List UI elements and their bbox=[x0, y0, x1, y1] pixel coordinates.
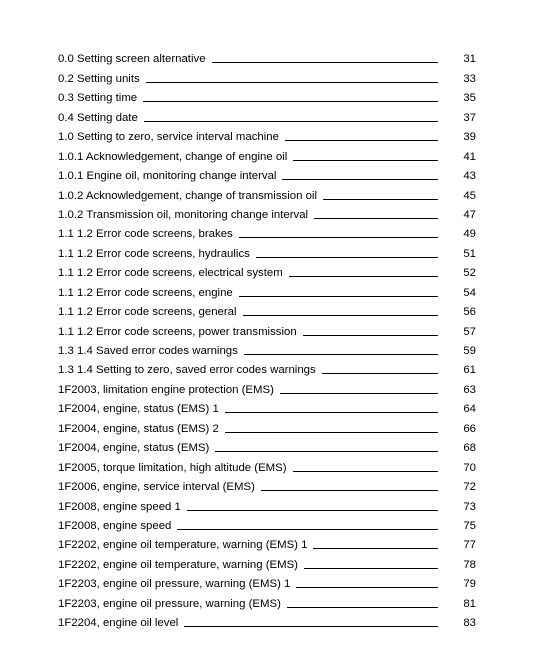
toc-entry[interactable] bbox=[58, 280, 476, 299]
toc-entry-page-number: 73 bbox=[463, 500, 476, 513]
toc-entry-title: 1.1 1.2 Error code screens, general bbox=[58, 306, 237, 319]
toc-leader-line bbox=[293, 471, 438, 472]
toc-leader-line bbox=[239, 237, 438, 238]
toc-entry-page-number: 31 bbox=[463, 53, 476, 66]
toc-entry-page-number: 43 bbox=[463, 170, 476, 183]
toc-leader-line bbox=[143, 101, 438, 102]
toc-leader-line bbox=[146, 82, 438, 83]
toc-leader-line bbox=[239, 296, 438, 297]
toc-entry[interactable] bbox=[58, 397, 476, 416]
toc-entry[interactable] bbox=[58, 203, 476, 222]
toc-entry-page-number: 47 bbox=[463, 208, 476, 221]
toc-entry[interactable] bbox=[58, 47, 476, 66]
toc-entry-page-number: 66 bbox=[463, 422, 476, 435]
toc-leader-line bbox=[144, 121, 438, 122]
toc-entry-page-number: 54 bbox=[463, 286, 476, 299]
toc-entry-title: 1F2203, engine oil pressure, warning (EMS) bbox=[58, 597, 281, 610]
toc-entry-title: 1.1 1.2 Error code screens, electrical system bbox=[58, 267, 283, 280]
toc-leader-line bbox=[285, 140, 438, 141]
toc-entry[interactable] bbox=[58, 241, 476, 260]
toc-leader-line bbox=[322, 373, 438, 374]
toc-leader-line bbox=[243, 315, 438, 316]
toc-leader-line bbox=[313, 548, 438, 549]
toc-entry-page-number: 72 bbox=[463, 481, 476, 494]
toc-entry-page-number: 81 bbox=[463, 597, 476, 610]
toc-entry[interactable] bbox=[58, 552, 476, 571]
toc-entry[interactable] bbox=[58, 377, 476, 396]
toc-entry[interactable] bbox=[58, 611, 476, 630]
toc-entry[interactable] bbox=[58, 164, 476, 183]
toc-entry[interactable] bbox=[58, 66, 476, 85]
toc-entry[interactable] bbox=[58, 261, 476, 280]
toc-entry-title: 1F2008, engine speed bbox=[58, 519, 172, 532]
toc-leader-line bbox=[215, 451, 438, 452]
toc-entry-page-number: 68 bbox=[463, 442, 476, 455]
toc-entry-page-number: 33 bbox=[463, 72, 476, 85]
toc-entry[interactable] bbox=[58, 572, 476, 591]
toc-entry-title: 1.1 1.2 Error code screens, power transmission bbox=[58, 325, 297, 338]
toc-entry-title: 1.3 1.4 Saved error codes warnings bbox=[58, 345, 238, 357]
toc-leader-line bbox=[304, 568, 438, 569]
toc-leader-line bbox=[280, 393, 438, 394]
toc-entry-title: 0.4 Setting date bbox=[58, 111, 138, 124]
toc-entry-page-number: 39 bbox=[463, 131, 476, 144]
toc-entry-page-number: 45 bbox=[463, 189, 476, 202]
toc-entry-title: 1F2005, torque limitation, high altitude (EMS) bbox=[58, 461, 287, 474]
toc-entry-title: 1F2202, engine oil temperature, warning (EMS) 1 bbox=[58, 539, 308, 552]
toc-leader-line bbox=[244, 354, 438, 355]
toc-leader-line bbox=[187, 510, 438, 511]
toc-entry[interactable] bbox=[58, 125, 476, 144]
toc-entry[interactable] bbox=[58, 514, 476, 533]
toc-entry-title: 0.0 Setting screen alternative bbox=[58, 53, 206, 66]
toc-entry-title: 1F2202, engine oil temperature, warning (EMS) bbox=[58, 558, 298, 571]
toc-leader-line bbox=[303, 335, 438, 336]
toc-entry[interactable] bbox=[58, 300, 476, 319]
toc-entry-page-number: 41 bbox=[463, 150, 476, 163]
toc-entry-page-number: 59 bbox=[463, 345, 476, 357]
toc-leader-line bbox=[184, 626, 438, 627]
toc-entry-page-number: 61 bbox=[463, 364, 476, 377]
toc-entry-title: 0.2 Setting units bbox=[58, 72, 140, 85]
toc-leader-line bbox=[323, 199, 438, 200]
toc-entry-title: 1.3 1.4 Setting to zero, saved error codes warnings bbox=[58, 364, 316, 377]
toc-entry-title: 1F2004, engine, status (EMS) bbox=[58, 442, 210, 455]
toc-entry[interactable] bbox=[58, 319, 476, 338]
toc-entry-title: 1.0.2 Acknowledgement, change of transmission oil bbox=[58, 189, 317, 202]
toc-leader-line bbox=[289, 276, 438, 277]
toc-entry[interactable] bbox=[58, 86, 476, 105]
toc-entry-page-number: 83 bbox=[463, 617, 476, 630]
toc-leader-line bbox=[212, 62, 438, 63]
toc-leader-line bbox=[314, 218, 438, 219]
toc-entry-page-number: 49 bbox=[463, 228, 476, 241]
toc-entry-title: 1.0.1 Engine oil, monitoring change interval bbox=[58, 170, 277, 183]
toc-entry-page-number: 52 bbox=[463, 267, 476, 280]
toc-entry[interactable] bbox=[58, 105, 476, 124]
toc-entry-page-number: 51 bbox=[463, 247, 476, 260]
toc-entry-page-number: 77 bbox=[463, 539, 476, 552]
toc-entry-page-number: 57 bbox=[463, 325, 476, 338]
toc-entry[interactable] bbox=[58, 475, 476, 494]
toc-entry-page-number: 56 bbox=[463, 306, 476, 319]
toc-entry-page-number: 78 bbox=[463, 558, 476, 571]
toc-entry[interactable] bbox=[58, 222, 476, 241]
toc-entry-title: 0.3 Setting time bbox=[58, 92, 138, 105]
toc-entry-title: 1.1 1.2 Error code screens, brakes bbox=[58, 228, 233, 241]
toc-entry-page-number: 37 bbox=[463, 111, 476, 124]
toc-entry[interactable] bbox=[58, 144, 476, 163]
toc-entry-title: 1F2004, engine, status (EMS) 2 bbox=[58, 422, 219, 435]
toc-entry-title: 1.1 1.2 Error code screens, hydraulics bbox=[58, 247, 250, 260]
toc-leader-line bbox=[287, 607, 438, 608]
toc-entry[interactable] bbox=[58, 436, 476, 455]
toc-entry-title: 1.1 1.2 Error code screens, engine bbox=[58, 286, 233, 299]
toc-entry-page-number: 79 bbox=[463, 578, 476, 591]
toc-leader-line bbox=[225, 412, 438, 413]
toc-entry-title: 1.0.2 Transmission oil, monitoring change interval bbox=[58, 208, 309, 221]
toc-entry[interactable] bbox=[58, 416, 476, 435]
toc-entry-page-number: 70 bbox=[463, 461, 476, 474]
toc-entry-title: 1F2006, engine, service interval (EMS) bbox=[58, 481, 255, 494]
toc-entry-page-number: 75 bbox=[463, 519, 476, 532]
toc-leader-line bbox=[256, 257, 438, 258]
toc-entry[interactable] bbox=[58, 455, 476, 474]
toc-entry-title: 1.0 Setting to zero, service interval machine bbox=[58, 131, 279, 144]
toc-entry[interactable] bbox=[58, 591, 476, 610]
toc-entry-page-number: 35 bbox=[463, 92, 476, 105]
toc-entry-page-number: 63 bbox=[463, 383, 476, 396]
table-of-contents bbox=[58, 47, 476, 630]
toc-entry[interactable] bbox=[58, 339, 476, 358]
toc-leader-line bbox=[177, 529, 438, 530]
toc-entry-title: 1F2003, limitation engine protection (EMS) bbox=[58, 383, 274, 396]
toc-entry[interactable] bbox=[58, 183, 476, 202]
toc-entry-title: 1F2008, engine speed 1 bbox=[58, 500, 181, 513]
toc-leader-line bbox=[225, 432, 438, 433]
toc-leader-line bbox=[261, 490, 438, 491]
toc-entry[interactable] bbox=[58, 358, 476, 377]
toc-leader-line bbox=[282, 179, 438, 180]
toc-entry-title: 1.0.1 Acknowledgement, change of engine oil bbox=[58, 150, 288, 163]
toc-entry-title: 1F2204, engine oil level bbox=[58, 617, 179, 630]
toc-entry[interactable] bbox=[58, 533, 476, 552]
toc-entry-title: 1F2004, engine, status (EMS) 1 bbox=[58, 403, 219, 416]
toc-leader-line bbox=[296, 587, 438, 588]
toc-entry[interactable] bbox=[58, 494, 476, 513]
toc-entry-title: 1F2203, engine oil pressure, warning (EMS) 1 bbox=[58, 578, 291, 591]
toc-leader-line bbox=[293, 160, 438, 161]
toc-entry-page-number: 64 bbox=[463, 403, 476, 416]
